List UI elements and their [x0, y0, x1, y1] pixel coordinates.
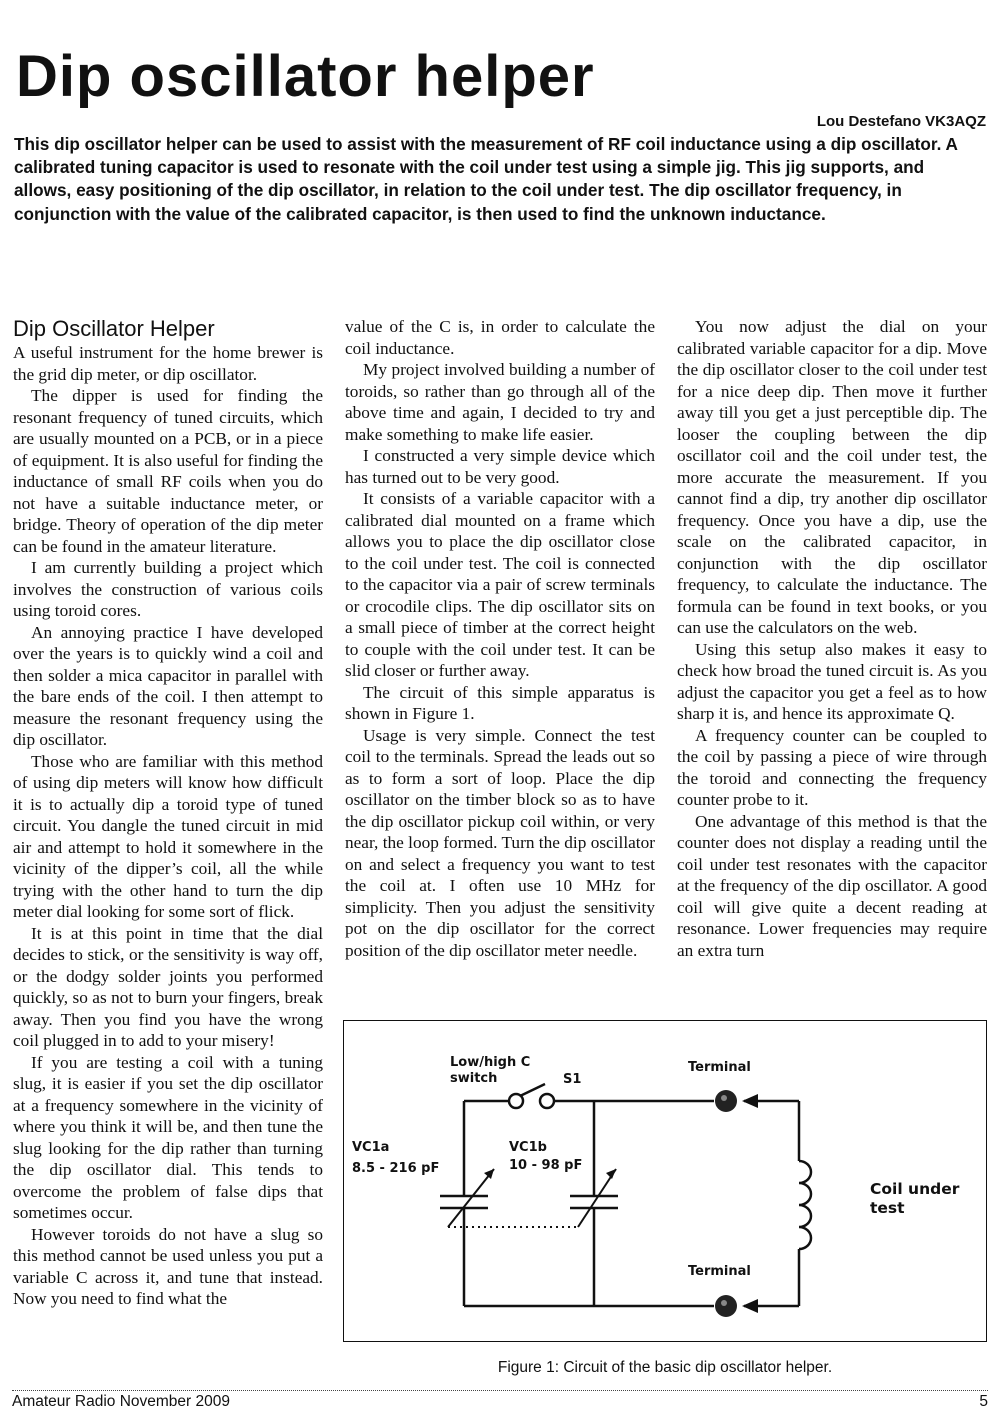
paragraph: One advantage of this method is that the counter does not display a reading until the coil under test resonates with the capacitor at the frequency of the dip oscillator. A good coil will give quite a decent reading at resonance. Lower frequencies may require an extra turn	[677, 811, 987, 960]
paragraph: The circuit of this simple apparatus is shown in Figure 1.	[345, 682, 655, 723]
figure-caption: Figure 1: Circuit of the basic dip oscillator helper.	[497, 1359, 833, 1376]
paragraph: An annoying practice I have developed over the years is to quickly wind a coil and then solder a mica capacitor in parallel with the bare ends of the coil. I then attempt to measure the resonant frequency using the dip oscillator.	[13, 622, 323, 749]
switch-contact-icon	[540, 1094, 554, 1108]
paragraph: However toroids do not have a slug so this method cannot be used unless you put a variable C across it, and tune that instead. Now you need to find what the	[13, 1224, 323, 1308]
vc1b-range: 10 - 98 pF	[509, 1158, 583, 1173]
switch-label: Low/high C	[450, 1055, 531, 1070]
terminal-bottom-icon	[715, 1295, 737, 1317]
vc1b-label: VC1b	[509, 1140, 547, 1155]
column-2	[345, 316, 655, 961]
author-byline: Lou Destefano VK3AQZ	[816, 113, 986, 130]
paragraph: You now adjust the dial on your calibrated variable capacitor for a dip. Move the dip oscillator closer to the coil under test for a nice deep dip. Then move it further away till you get a just perceptible dip. The looser the coupling between the dip oscillator coil and the coil under test, the more accurate the measurement. If you cannot find a dip, try another dip oscillator frequency. Once you have a dip, use the scale on the calibrated capacitor, in conjunction with the dip oscillator frequency, to calculate the inductance. The formula can be found in text books, or you can use the calculators on the web.	[677, 317, 987, 637]
coil-icon	[799, 1161, 811, 1249]
paragraph: It is at this point in time that the dial decides to stick, or the sensitivity is way off, or the dodgy solder joints you performed quickly, so as not to burn your fingers, break away. Then you find you have the wrong coil plugged in to add to your misery!	[13, 923, 323, 1050]
paragraph: A frequency counter can be coupled to the coil by passing a piece of wire through the toroid and connecting the frequency counter probe to it.	[677, 725, 987, 809]
switch-label: switch	[450, 1071, 498, 1086]
article-title: Dip oscillator helper	[16, 44, 595, 109]
paragraph: My project involved building a number of toroids, so rather than go through all of the above time and again, I decided to try and make something to make life easier.	[345, 360, 655, 444]
terminal-top-label: Terminal	[688, 1060, 751, 1075]
paragraph: Using this setup also makes it easy to check how broad the tuned circuit is. As you adjust the capacitor you get a feel as to how sharp it is, and hence its approximate Q.	[677, 639, 987, 723]
paragraph: value of the C is, in order to calculate the coil inductance.	[345, 317, 655, 358]
column-3	[677, 316, 987, 961]
paragraph: Usage is very simple. Connect the test coil to the terminals. Spread the leads out so as to form a sort of loop. Place the dip oscillator on the timber block so as to have the dip oscillator pickup coil within, or very near, the loop formed. Turn the dip oscillator on and select a frequency you want to test the coil at. I often use 10 MHz for simplicity. Then you adjust the sensitivity pot on the dip oscillator for the correct position of the dip oscillator meter needle.	[345, 725, 655, 960]
section-heading: Dip Oscillator Helper	[13, 316, 215, 341]
vc1a-range: 8.5 - 216 pF	[352, 1161, 440, 1176]
paragraph: Those who are familiar with this method of using dip meters will know how difficult it is to actually dip a toroid type of tuned circuit. You dangle the tuned circuit in mid air and attempt to hold it somewhere in the vicinity of the dipper’s coil, all the while trying with the other hand to turn the dip meter dial looking for some sort of flick.	[13, 751, 323, 921]
circuit-figure	[343, 1020, 987, 1342]
paragraph: A useful instrument for the home brewer is the grid dip meter, or dip oscillator.	[13, 343, 323, 384]
footer-page-number: 5	[979, 1393, 988, 1410]
terminal-top-icon	[715, 1090, 737, 1112]
paragraph: I constructed a very simple device which has turned out to be very good.	[345, 446, 655, 487]
vc1a-label: VC1a	[352, 1140, 390, 1155]
column-1	[13, 316, 323, 1310]
paragraph: I am currently building a project which involves the construction of various coils using toroid cores.	[13, 558, 323, 620]
variable-arrow-icon	[578, 1169, 616, 1227]
paragraph: If you are testing a coil with a tuning slug, it is easier if you set the dip oscillator at a frequency somewhere in the vicinity of where you think it will be, and then tune the slug looking for the dip rather than turning the dip oscillator dial. This tends to overcome the problem of false dips that sometimes occur.	[13, 1052, 323, 1222]
standfirst-paragraph: This dip oscillator helper can be used to assist with the measurement of RF coil inductance using a dip oscillator. A calibrated tuning capacitor is used to resonate with the coil under test using a simple jig. This jig supports, and allows, easy positioning of the dip oscillator, in relation to the coil under test. The dip oscillator frequency, in conjunction with the value of the calibrated capacitor, is then used to find the unknown inductance.	[14, 134, 958, 224]
s1-label: S1	[563, 1072, 582, 1087]
circuit-diagram	[344, 1021, 988, 1343]
coil-label: test	[870, 1199, 905, 1217]
paragraph: It consists of a variable capacitor with a calibrated dial mounted on a frame which allows you to place the dip oscillator close to the coil under test. The coil is connected to the capacitor via a pair of screw terminals or crocodile clips. The dip oscillator sits on a small piece of timber at the correct height to couple with the coil under test. It can be slid closer or further away.	[345, 489, 655, 680]
footer-publication: Amateur Radio November 2009	[12, 1393, 230, 1410]
paragraph: The dipper is used for finding the resonant frequency of tuned circuits, which are usually mounted on a PCB, or in a piece of equipment. It is also useful for finding the inductance of small RF coils when you do not have a suitable inductance meter, or bridge. Theory of operation of the dip meter can be found in the amateur literature.	[13, 386, 323, 556]
footer-rule	[12, 1390, 988, 1391]
terminal-bottom-label: Terminal	[688, 1264, 751, 1279]
coil-label: Coil under	[870, 1180, 960, 1198]
variable-arrow-icon	[448, 1169, 494, 1227]
switch-lever-icon	[520, 1084, 545, 1096]
